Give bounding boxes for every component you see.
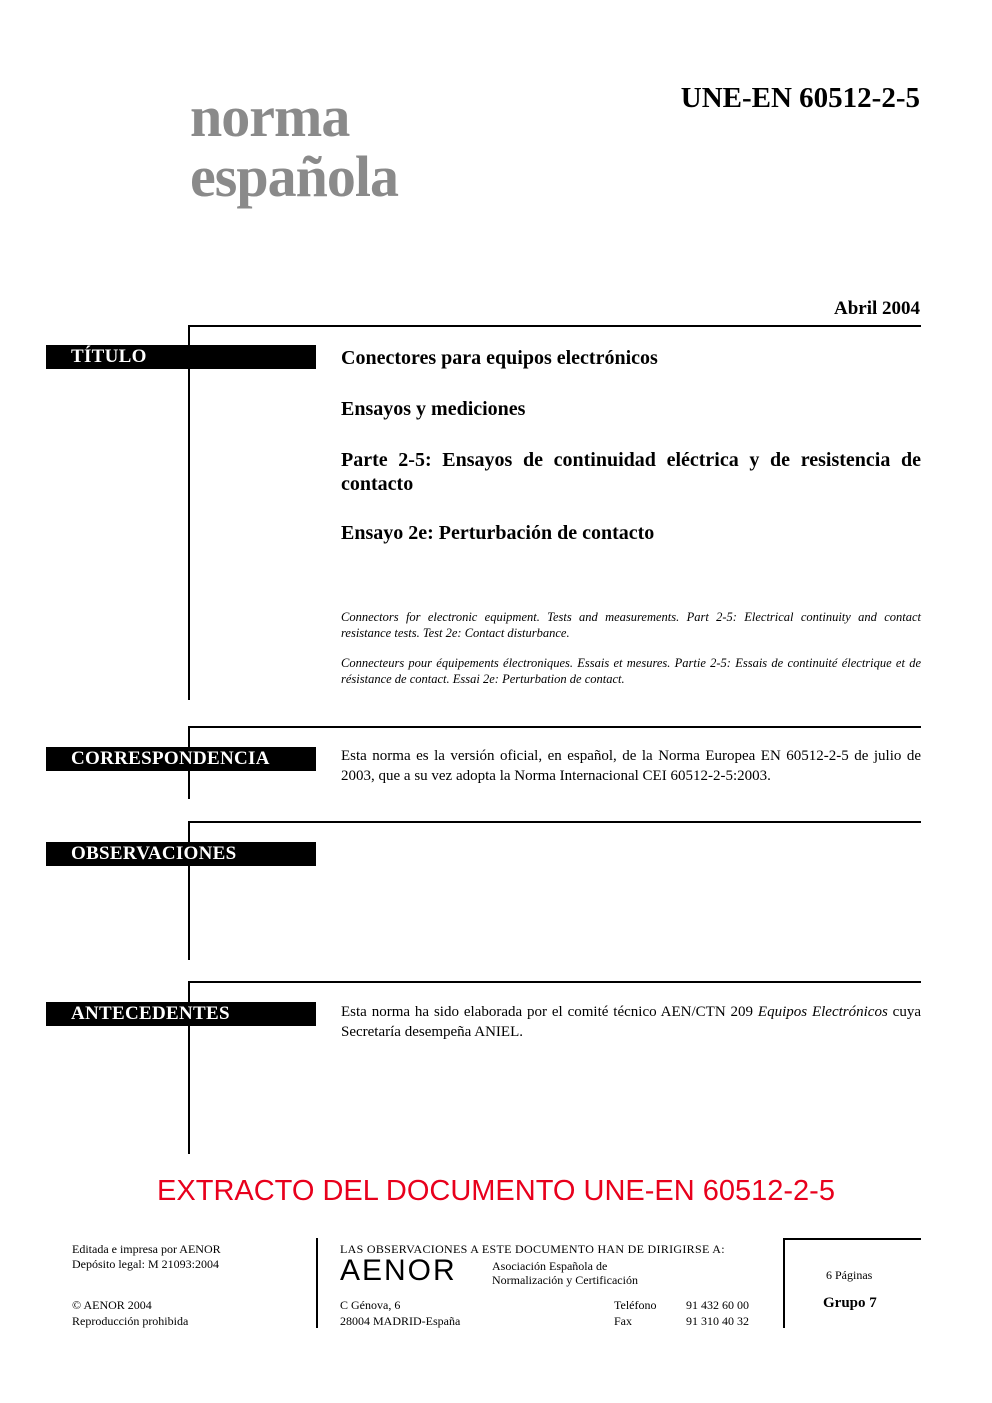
antecedentes-text: [341, 1002, 921, 1042]
footer-city: 28004 MADRID-España: [340, 1314, 461, 1328]
aenor-name-line-1: Asociación Española de: [492, 1259, 608, 1273]
section-vline-titulo: [188, 325, 190, 700]
label-antecedentes: ANTECEDENTES: [46, 1002, 316, 1026]
antecedentes-text-end: cuya Secretaría desempeña ANIEL.: [341, 1004, 921, 1040]
standard-code: UNE-EN 60512-2-5: [680, 82, 920, 114]
extract-notice: EXTRACTO DEL DOCUMENTO UNE-EN 60512-2-5: [157, 1175, 835, 1207]
brand-line-2: española: [190, 144, 398, 209]
section-rule-antecedentes: [188, 981, 921, 983]
section-rule-titulo: [188, 325, 921, 327]
footer-deposit: Depósito legal: M 21093:2004: [72, 1257, 219, 1271]
footer-phone-label: Teléfono: [614, 1298, 657, 1312]
correspondencia-text: Esta norma es la versión oficial, en español, de la Norma Europea EN 60512-2-5 de julio de 2003, que a su vez adopta la Norma Internacional CEI 60512-2-5:2003.: [341, 748, 921, 784]
footer-phone: 91 432 60 00: [686, 1298, 749, 1312]
label-correspondencia: CORRESPONDENCIA: [46, 747, 316, 771]
title-line-2: Ensayos y mediciones: [341, 398, 526, 420]
publication-date: Abril 2004: [833, 298, 920, 319]
label-titulo: TÍTULO: [46, 345, 316, 369]
antecedentes-committee-name: Equipos Electrónicos: [757, 1004, 888, 1020]
label-observaciones: OBSERVACIONES: [46, 842, 316, 866]
footer-observations-heading: LAS OBSERVACIONES A ESTE DOCUMENTO HAN DE DIRIGIRSE A:: [340, 1242, 725, 1256]
footer-copyright: © AENOR 2004: [72, 1298, 152, 1312]
footer-edited: Editada e impresa por AENOR: [72, 1242, 221, 1256]
footer-box-top-rule: [783, 1238, 921, 1240]
title-english: Connectors for electronic equipment. Tests and measurements. Part 2-5: Electrical continuity and contact resistance tests. Test 2e: Contact disturbance.: [341, 610, 921, 640]
footer-group: Grupo 7: [823, 1295, 877, 1311]
brand-line-1: norma: [190, 84, 350, 149]
section-rule-observaciones: [188, 821, 921, 823]
aenor-logo: AENOR: [340, 1254, 457, 1287]
footer-divider-left: [316, 1238, 318, 1328]
footer-fax-label: Fax: [614, 1314, 632, 1328]
footer-street: C Génova, 6: [340, 1298, 401, 1312]
section-rule-correspondencia: [188, 726, 921, 728]
footer-pages: 6 Páginas: [826, 1268, 873, 1282]
aenor-name-line-2: Normalización y Certificación: [492, 1273, 638, 1287]
title-french: Connecteurs pour équipements électroniques. Essais et mesures. Partie 2-5: Essais de continuité électrique et de résistance de contact. Essai 2e: Perturbation de contact.: [341, 656, 921, 686]
title-line-4: Ensayo 2e: Perturbación de contacto: [341, 522, 655, 544]
footer-fax: 91 310 40 32: [686, 1314, 749, 1328]
title-line-3: Parte 2-5: Ensayos de continuidad eléctrica y de resistencia de contacto: [341, 449, 921, 495]
footer-divider-right: [783, 1238, 785, 1328]
title-line-1: Conectores para equipos electrónicos: [341, 347, 658, 369]
antecedentes-text-start: Esta norma ha sido elaborada por el comité técnico AEN/CTN 209: [341, 1004, 758, 1020]
footer-reproduction: Reproducción prohibida: [72, 1314, 189, 1328]
